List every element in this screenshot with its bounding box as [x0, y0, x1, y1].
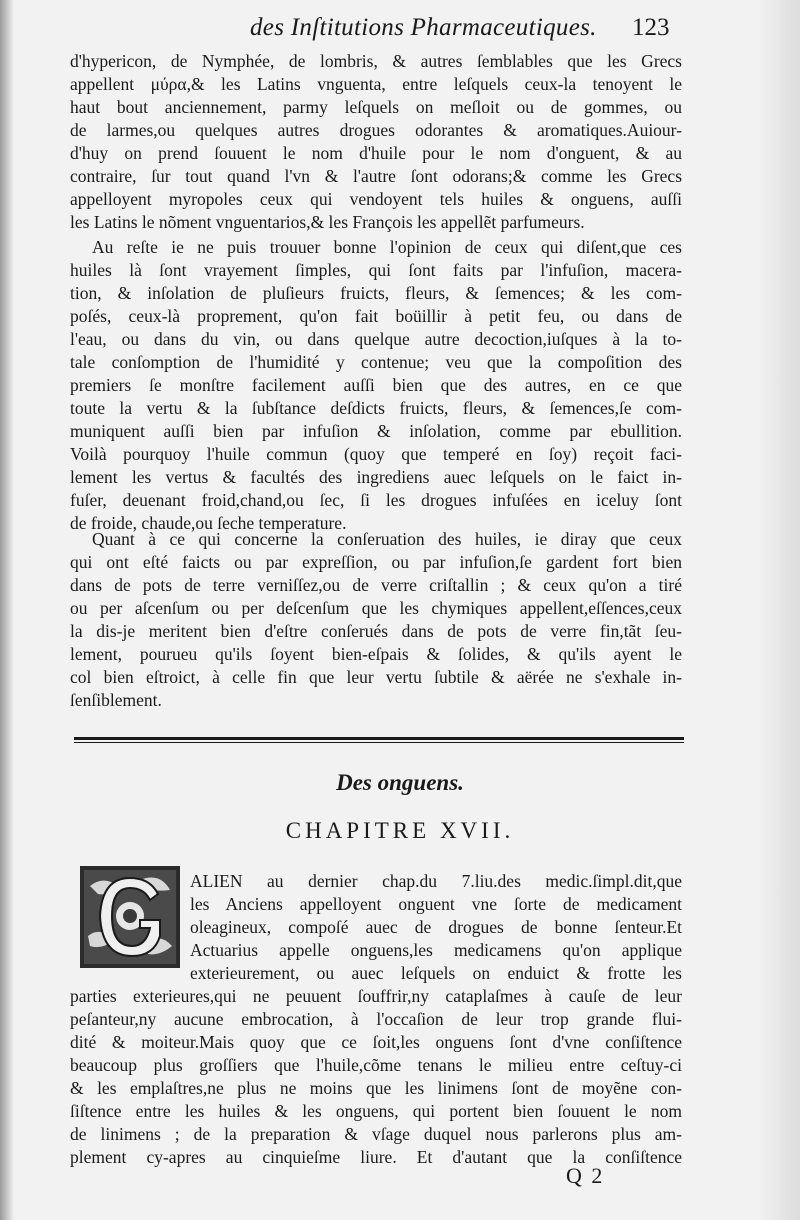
- text-line: dité & moiteur.Mais quoy que ce ſoit,les onguens ſont d'vne conſiſtence: [70, 1032, 682, 1052]
- text-line: huiles là ſont vrayement ſimples, qui ſont faits par l'infuſion, macera-: [70, 260, 682, 280]
- text-line: ſenſiblement.: [70, 690, 162, 710]
- text-line: dans de pots de terre verniſſez,ou de verre criſtallin ; & ceux qu'on a tiré: [70, 575, 682, 595]
- text-line: appelloyent myropoles ceux qui vendoyent tels huiles & onguens, auſſi: [70, 189, 682, 209]
- text-line: poſés, ceux-là proprement, qu'on fait boüillir à petit feu, ou dans de: [70, 306, 682, 326]
- text-line: ſiſtence entre les huiles & les onguens, qui portent bien ſouuent le nom: [70, 1101, 682, 1121]
- text-line: qui ont eſté faicts ou par expreſſion, ou par infuſion,ſe gardent fort bien: [70, 552, 682, 572]
- text-line: les Latins le nõment vnguentarios,& les François les appellẽt parfumeurs.: [70, 212, 585, 232]
- text-line: haut bout anciennement, parmy leſquels on meſloit ou de gommes, ou: [70, 97, 682, 117]
- running-title: des Inſtitutions Pharmaceutiques.: [250, 14, 597, 41]
- text-line: toute la vertu & la ſubſtance deſdicts fruicts, fleurs, & ſemences,ſe com-: [70, 398, 682, 418]
- section-title: Des onguens.: [336, 770, 464, 795]
- page-number: 123: [632, 14, 670, 41]
- text-line: la dis-je meritent bien d'eſtre conſerués dans de pots de verre fin,tãt ſeu-: [70, 621, 682, 641]
- text-line: tion, & inſolation de pluſieurs fruicts, fleurs, & ſemences; & les com-: [70, 283, 682, 303]
- text-line: ou per aſcenſum ou per deſcenſum que les chymiques appellent,eſſences,ceux: [70, 598, 682, 618]
- text-line: beaucoup plus groſſiers que l'huile,cõme tenans le milieu entre ceſtuy-ci: [70, 1055, 682, 1075]
- paragraph-1: [70, 50, 682, 234]
- text-line: Quant à ce qui concerne la conſeruation des huiles, ie diray que ceux: [92, 529, 682, 549]
- text-line: plement cy-apres au cinquieſme liure. Et d'autant que la conſiſtence: [70, 1147, 682, 1167]
- chapter-title: CHAPITRE XVII.: [285, 818, 515, 843]
- text-line: oleagineux, compoſé auec de drogues de bonne ſenteur.Et: [190, 917, 682, 937]
- text-line: l'eau, ou dans du vin, ou dans quelque autre decoction,iuſques à la to-: [70, 329, 682, 349]
- text-line: Actuarius appelle onguens,les medicamens qu'on applique: [190, 940, 682, 960]
- paragraph-2: [70, 236, 682, 535]
- paragraph-3: [70, 528, 682, 712]
- section-rule-thin: [74, 742, 684, 743]
- text-line: & les emplaſtres,ne plus ne moins que les linimens ſont de moyẽne con-: [70, 1078, 682, 1098]
- signature-mark: Q 2: [566, 1163, 605, 1188]
- page-margin-shadow: [758, 0, 800, 1220]
- text-line: d'hypericon, de Nymphée, de lombris, & autres ſemblables que les Grecs: [70, 51, 682, 71]
- text-line: de linimens ; de la preparation & vſage duquel nous parlerons plus am-: [70, 1124, 682, 1144]
- text-line: parties exterieures,qui ne peuuent ſouffrir,ny cataplaſmes à cauſe de leur: [70, 986, 682, 1006]
- text-line: tale conſomption de l'humidité y contenue; veu que la compoſition des: [70, 352, 682, 372]
- text-line: fuſer, deuenant froid,chand,ou ſec, ſi les drogues infuſées en iceluy ſont: [70, 490, 682, 510]
- text-line: exterieurement, ou auec leſquels on enduict & frotte les: [190, 963, 682, 983]
- text-line: ALIEN au dernier chap.du 7.liu.des medic.ſimpl.dit,que: [190, 871, 682, 891]
- text-line: contraire, ſur tout quand l'vn & l'autre ſont odorans;& comme les Grecs: [70, 166, 682, 186]
- text-line: col bien eſtroict, à celle fin que leur vertu ſubtile & aërée ne s'exhale in-: [70, 667, 682, 687]
- text-line: peſanteur,ny aucune embrocation, à l'occaſion de leur trop grande flui-: [70, 1009, 682, 1029]
- text-line: premiers ſe monſtre facilement auſſi bien que des autres, en ce que: [70, 375, 682, 395]
- text-line: lement les vertus & facultés des ingrediens auec leſquels on le faict in-: [70, 467, 682, 487]
- text-line: de larmes,ou quelques autres drogues odorantes & aromatiques.Auiour-: [70, 120, 682, 140]
- text-line: muniquent auſſi bien par infuſion & inſolation, comme par ebullition.: [70, 421, 682, 441]
- section-rule: [74, 737, 684, 740]
- text-line: lement, pourueu qu'ils ſoyent bien-eſpais & ſolides, & qu'ils ayent le: [70, 644, 682, 664]
- text-line: les Anciens appelloyent onguent vne ſorte de medicament: [190, 894, 682, 914]
- text-line: Voilà pourquoy l'huile commun (quoy que temperé en ſoy) reçoit faci-: [70, 444, 682, 464]
- text-line: appellent μύρα,& les Latins vnguenta, entre leſquels ceux-la tenoyent le: [70, 74, 682, 94]
- text-line: de froide, chaude,ou ſeche temperature.: [70, 513, 347, 533]
- text-line: d'huy on prend ſouuent le nom d'huile pour le nom d'onguent, & au: [70, 143, 682, 163]
- chapter-paragraph: [70, 870, 682, 1169]
- text-line: Au reſte ie ne puis trouuer bonne l'opinion de ceux qui diſent,que ces: [92, 237, 682, 257]
